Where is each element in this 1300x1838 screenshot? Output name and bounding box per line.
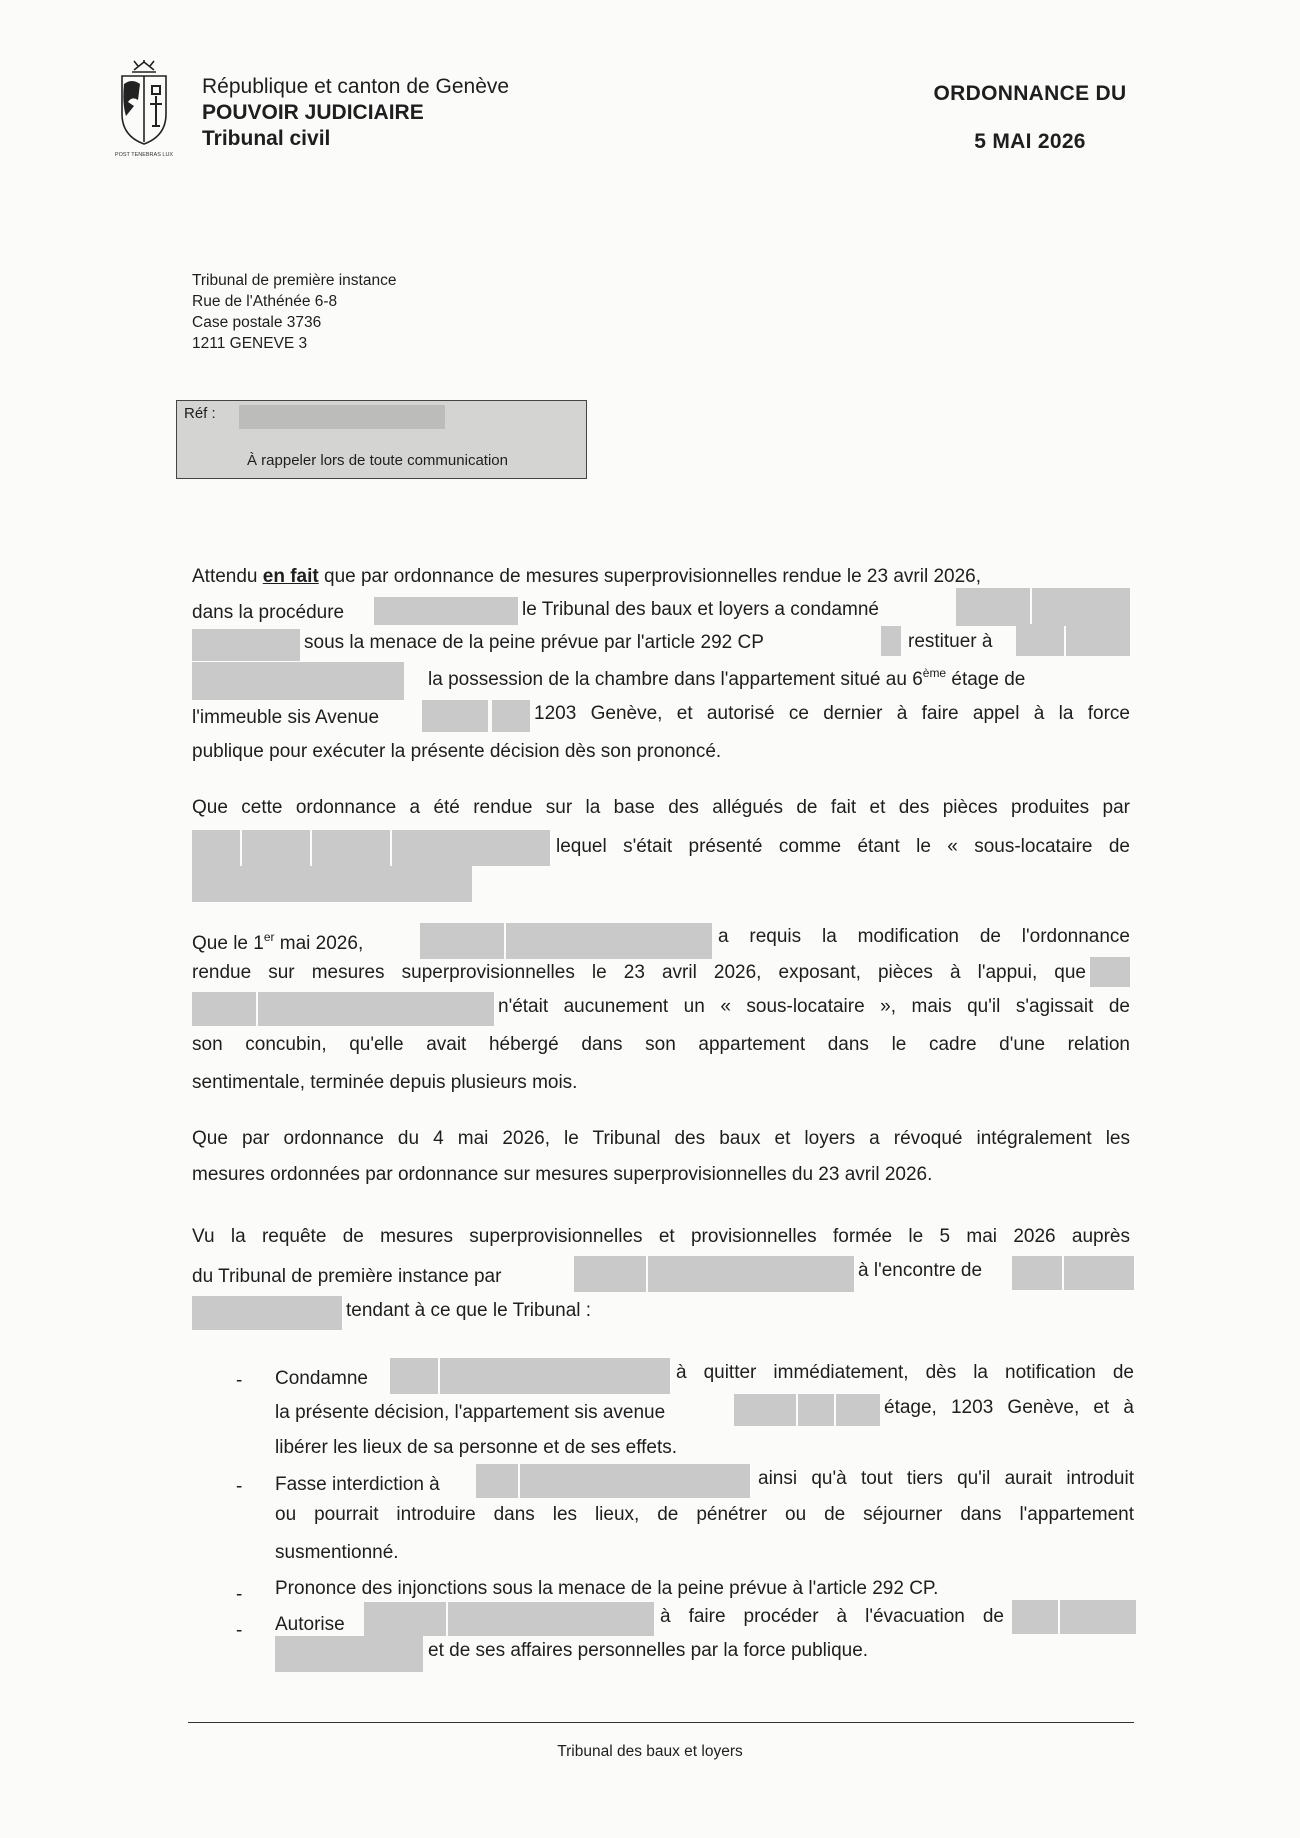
document-title (880, 70, 1180, 166)
crest-motto: POST TENEBRAS LUX (114, 152, 174, 158)
redaction (275, 1636, 423, 1672)
bullet2-line1a: Fasse interdiction à (275, 1474, 440, 1495)
redaction (574, 1256, 646, 1292)
footer-divider (188, 1722, 1134, 1723)
header-court: Tribunal civil (202, 127, 331, 150)
redaction (192, 629, 300, 661)
redaction (192, 992, 256, 1026)
bullet4-line1b: à faire procéder à l'évacuation de (660, 1606, 1004, 1627)
p2-line2: lequel s'était présenté comme étant le « sous-locataire de (556, 836, 1130, 857)
redaction (520, 1464, 750, 1498)
p2-line1: Que cette ordonnance a été rendue sur la base des allégués de fait et des pièces produites par (192, 797, 1130, 818)
redaction (1066, 624, 1130, 656)
redaction (648, 1256, 854, 1292)
address-line: Case postale 3736 (192, 314, 322, 331)
redaction (192, 866, 472, 902)
address-line: 1211 GENEVE 3 (192, 335, 308, 352)
address-line: Tribunal de première instance (192, 272, 397, 289)
p3-line5: sentimentale, terminée depuis plusieurs mois. (192, 1072, 578, 1093)
bullet-dash: - (236, 1476, 243, 1497)
bullet-dash: - (236, 1620, 243, 1641)
p1-line5b: 1203 Genève, et autorisé ce dernier à faire appel à la force (534, 703, 1130, 724)
geneva-crest-logo (112, 60, 176, 160)
redaction (734, 1394, 796, 1426)
redaction (422, 700, 488, 732)
bullet4-line2: et de ses affaires personnelles par la force publique. (428, 1640, 869, 1661)
footer-text: Tribunal des baux et loyers (557, 1743, 743, 1760)
p5-line1: Vu la requête de mesures superprovisionnelles et provisionnelles formée le 5 mai 2026 auprès (192, 1226, 1130, 1247)
p3-line1c: a requis la modification de l'ordonnance (718, 926, 1130, 947)
redaction (440, 1358, 670, 1394)
header-institution (202, 74, 509, 152)
redaction (836, 1394, 880, 1426)
p1-line6: publique pour exécuter la présente décision dès son prononcé. (192, 741, 722, 762)
p1-line1: Attendu en fait que par ordonnance de mesures superprovisionnelles rendue le 23 avril 2026, (192, 566, 981, 587)
bullet2-line1b: ainsi qu'à tout tiers qu'il aurait introduit (758, 1468, 1134, 1489)
redaction (374, 597, 518, 625)
p1-line2b: le Tribunal des baux et loyers a condamné (522, 599, 879, 620)
p4-line1: Que par ordonnance du 4 mai 2026, le Tribunal des baux et loyers a révoqué intégralement les (192, 1128, 1130, 1149)
redaction (242, 830, 310, 866)
redaction (312, 830, 390, 866)
reference-box (176, 400, 587, 479)
redaction (392, 830, 550, 866)
bullet2-line2: ou pourrait introduire dans les lieux, de pénétrer ou de séjourner dans l'appartement (275, 1504, 1134, 1525)
redaction (476, 1464, 518, 1498)
bullet1-line3: libérer les lieux de sa personne et de ses effets. (275, 1437, 678, 1458)
bullet1-line1b: à quitter immédiatement, dès la notification de (676, 1362, 1134, 1383)
p3-line2: rendue sur mesures superprovisionnelles le 23 avril 2026, exposant, pièces à l'appui, que (192, 962, 1086, 983)
p1-line3a: sous la menace de la peine prévue par l'article 292 CP (304, 632, 764, 653)
reference-note: À rappeler lors de toute communication (247, 452, 508, 469)
bullet1-line2b: étage, 1203 Genève, et à (884, 1397, 1134, 1418)
p3-line3: n'était aucunement un « sous-locataire », mais qu'il s'agissait de (498, 996, 1130, 1017)
redaction (448, 1602, 654, 1636)
p3-line1a: Que le 1er mai 2026, (192, 930, 364, 954)
bullet1-line1a: Condamne (275, 1368, 368, 1389)
bullet4-line1a: Autorise (275, 1614, 345, 1635)
court-address (192, 270, 396, 354)
title-ordonnance: ORDONNANCE DU (933, 82, 1127, 105)
redaction (239, 405, 445, 429)
redaction (420, 923, 504, 959)
redaction (192, 662, 404, 700)
title-date: 5 MAI 2026 (974, 130, 1086, 153)
p1-line4: la possession de la chambre dans l'appartement situé au 6ème étage de (428, 666, 1026, 690)
p5-line2b: à l'encontre de (858, 1260, 983, 1281)
p5-line3: tendant à ce que le Tribunal : (346, 1300, 592, 1321)
header-republic: République et canton de Genève (202, 75, 510, 98)
redaction (492, 700, 530, 732)
bullet1-line2a: la présente décision, l'appartement sis avenue (275, 1402, 666, 1423)
header-judiciary: POUVOIR JUDICIAIRE (202, 101, 424, 124)
redaction (506, 923, 712, 959)
address-line: Rue de l'Athénée 6-8 (192, 293, 338, 310)
reference-label: Réf : (184, 405, 216, 422)
bullet2-line3: susmentionné. (275, 1542, 399, 1563)
redaction (1090, 957, 1130, 987)
p4-line2: mesures ordonnées par ordonnance sur mesures superprovisionnelles du 23 avril 2026. (192, 1164, 933, 1185)
p3-line4: son concubin, qu'elle avait hébergé dans son appartement dans le cadre d'une relation (192, 1034, 1130, 1055)
p5-line2a: du Tribunal de première instance par (192, 1266, 502, 1287)
redaction (364, 1602, 446, 1636)
redaction (1060, 1600, 1136, 1634)
bullet-dash: - (236, 1370, 243, 1391)
bullet-dash: - (236, 1584, 243, 1605)
redaction (192, 830, 240, 866)
p1-line5a: l'immeuble sis Avenue (192, 707, 380, 728)
redaction (1012, 1600, 1058, 1634)
bullet3-line1: Prononce des injonctions sous la menace de la peine prévue à l'article 292 CP. (275, 1578, 939, 1599)
redaction (192, 1296, 342, 1330)
redaction (881, 626, 901, 656)
redaction (1012, 1256, 1062, 1290)
p1-line2a: dans la procédure (192, 602, 345, 623)
p1-line3b: restituer à (908, 631, 993, 652)
redaction (258, 992, 494, 1026)
redaction (956, 588, 1030, 626)
redaction (1032, 588, 1130, 626)
redaction (1016, 624, 1064, 656)
redaction (1064, 1256, 1134, 1290)
redaction (390, 1358, 438, 1394)
redaction (798, 1394, 834, 1426)
